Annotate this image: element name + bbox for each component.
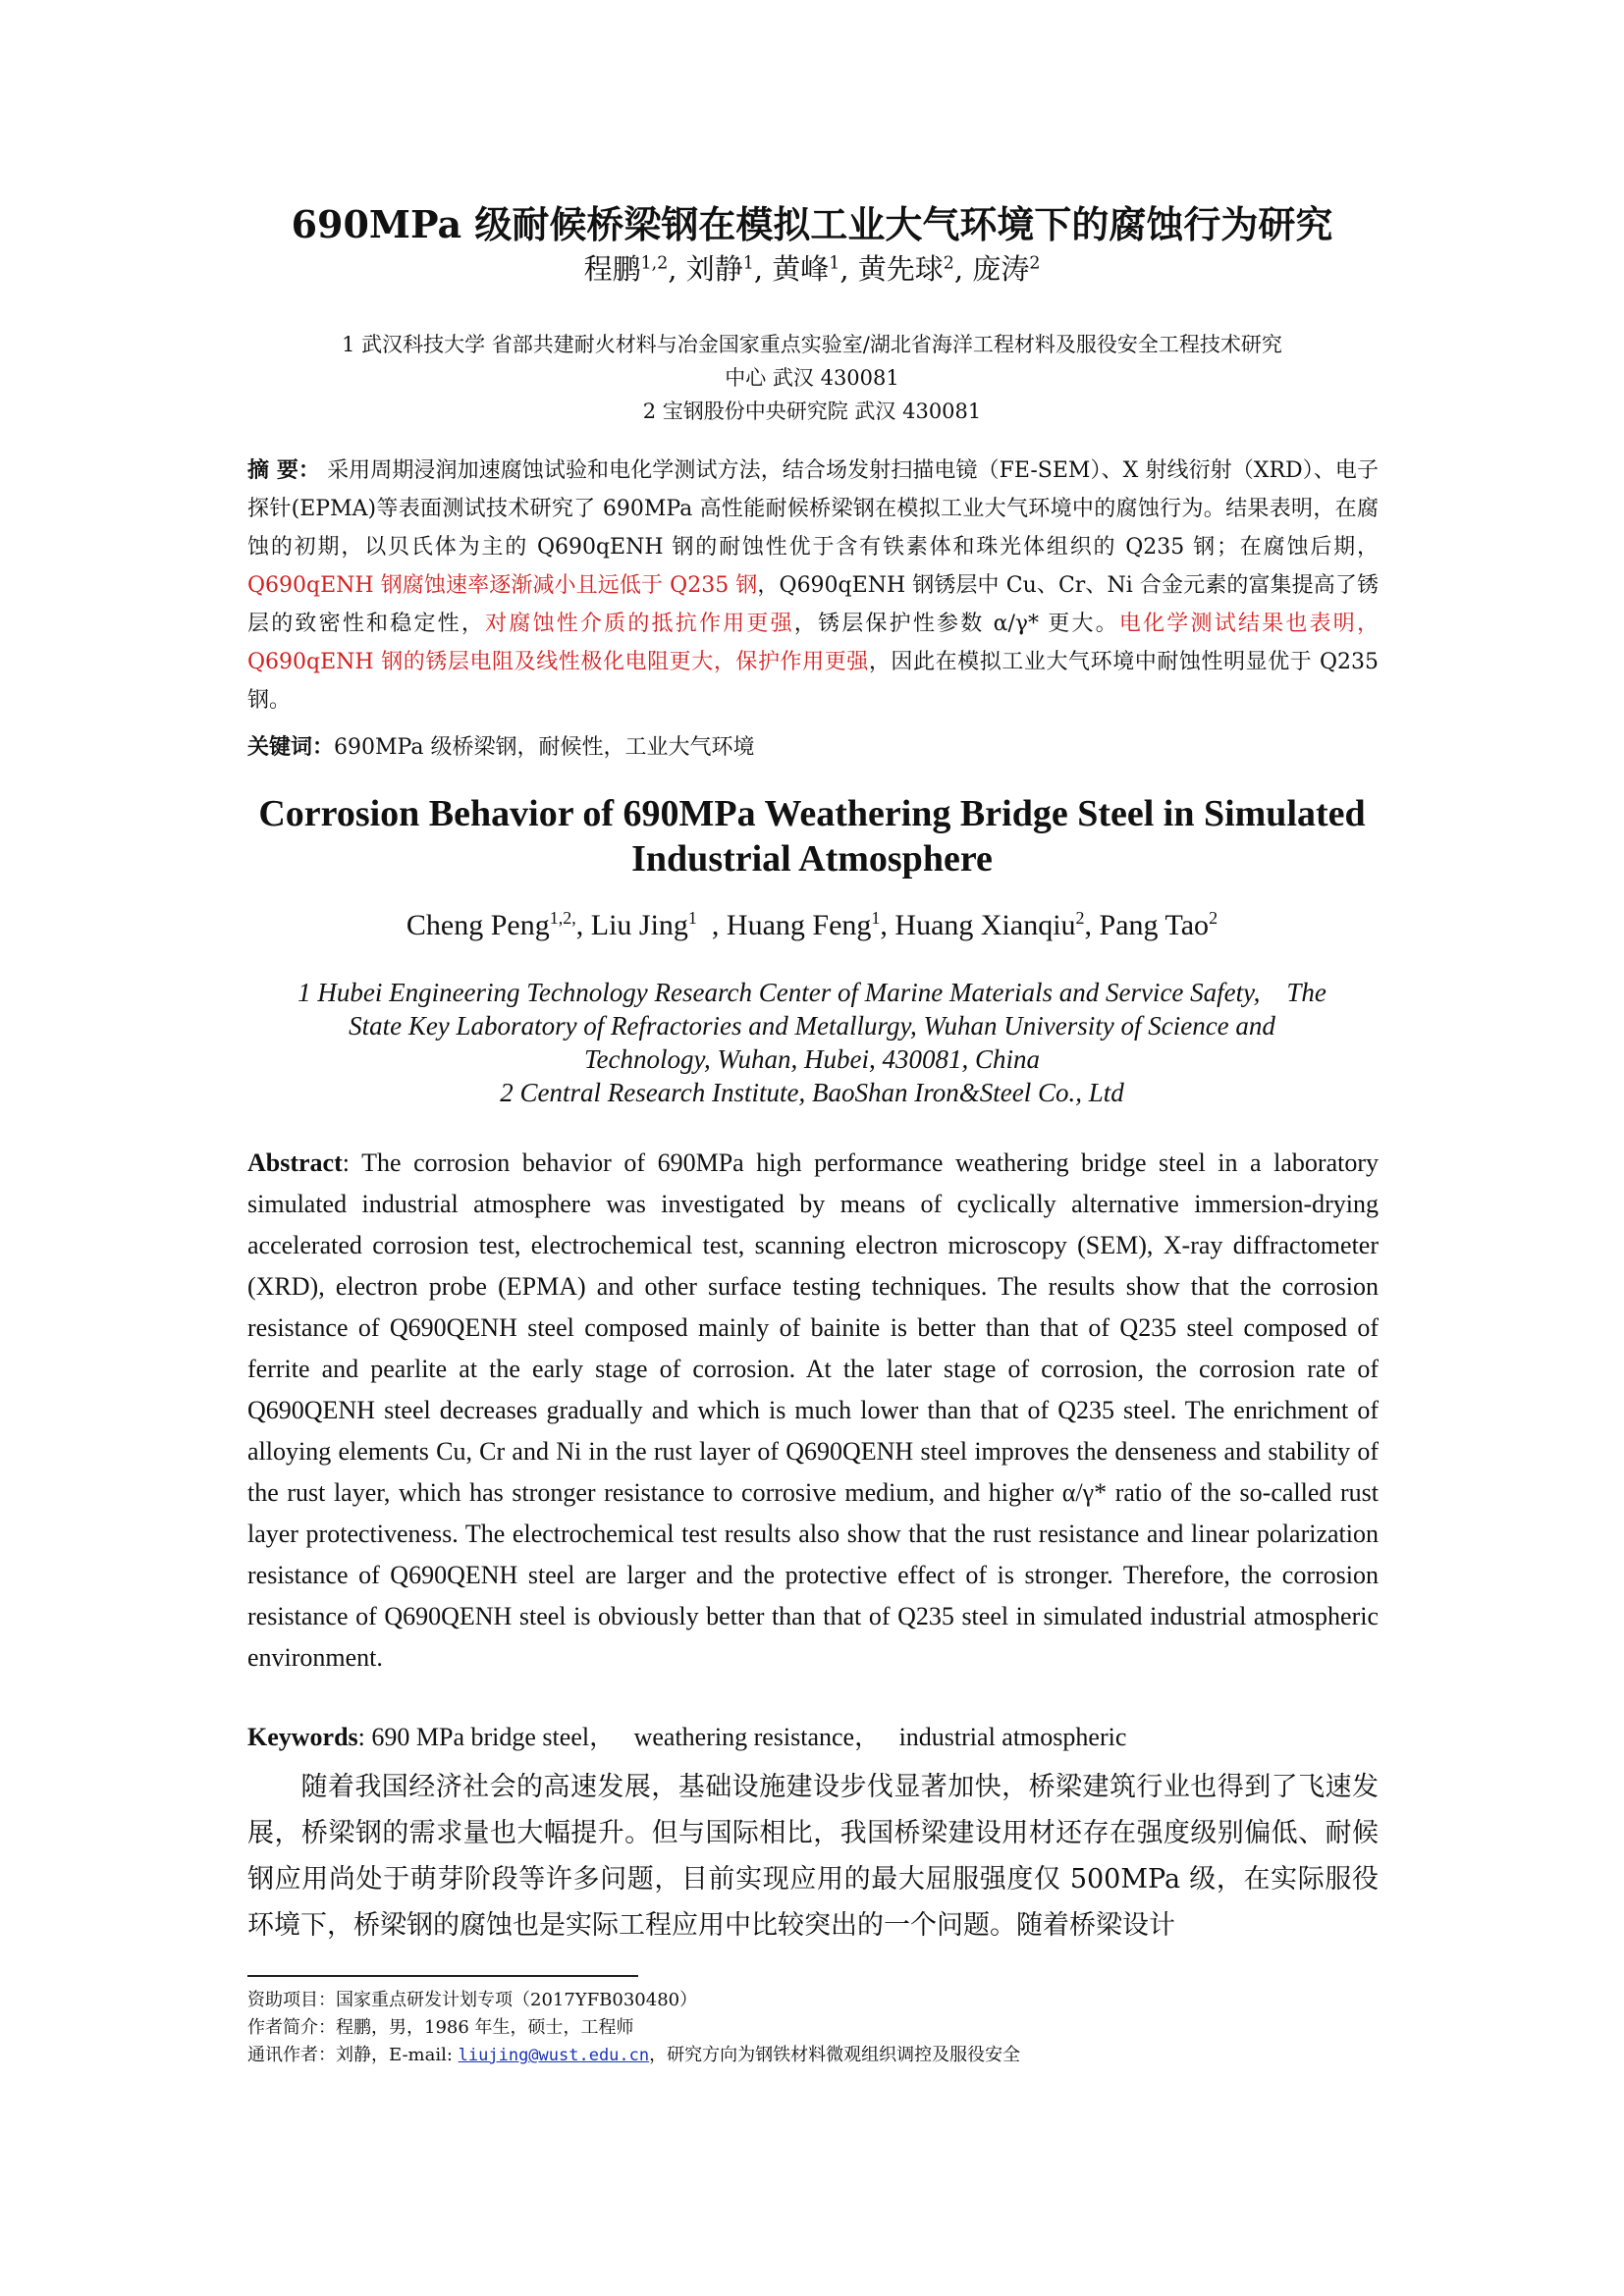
title-line: Industrial Atmosphere [631, 838, 993, 880]
abstract-label: 摘 要： [247, 457, 320, 483]
affiliation-line: 1 武汉科技大学 省部共建耐火材料与冶金国家重点实验室/湖北省海洋工程材料及服役安全工程技术研究 [342, 333, 1282, 356]
chinese-abstract [247, 452, 1379, 720]
author-sup: 2 [943, 253, 954, 274]
author-name: Huang Feng [726, 909, 872, 941]
author-sup: 2 [1209, 908, 1218, 928]
abstract-text: ，因此在模拟工业大气环境中耐蚀性明显优于 Q235 钢。 [247, 650, 1379, 713]
keywords-label: 关键词： [247, 734, 335, 760]
author-sep: , [696, 909, 727, 941]
chinese-authors [147, 247, 1477, 288]
affiliation-line: 1 Hubei Engineering Technology Research Center of Marine Materials and Service Safety, The [298, 978, 1326, 1007]
author-sup: 1,2 [640, 253, 669, 274]
keywords-label: Keywords [247, 1723, 358, 1751]
english-title [196, 791, 1428, 881]
paragraph-text: 随着我国经济社会的高速发展，基础设施建设步伐显著加快，桥梁建筑行业也得到了飞速发展，桥梁钢的需求量也大幅提升。但与国际相比，我国桥梁建设用材还存在强度级别偏低、耐候钢应用尚处于萌芽阶段等许多问题，目前实现应用的最大屈服强度仅 500MPa 级，在实际服役环境下，桥梁钢的腐蚀也是实际工程应用中比较突出的一个问题。随着桥梁设计 [247, 1772, 1379, 1941]
affiliation-line: 中心 武汉 430081 [725, 366, 899, 390]
author-name: Liu Jing [590, 909, 688, 941]
author-name: Pang Tao [1099, 909, 1210, 941]
abstract-text: 采用周期浸润加速腐蚀试验和电化学测试方法，结合场发射扫描电镜（FE-SEM）、X 射线衍射（XRD）、电子探针(EPMA)等表面测试技术研究了 690MPa 高性能耐候桥梁钢在模拟工业大气环境中的腐蚀行为。结果表明，在腐蚀的初期，以贝氏体为主的 Q690qENH 钢的耐蚀性优于含有铁素体和珠光体组织的 Q235 钢；在腐蚀后期， [247, 458, 1379, 560]
email-link[interactable]: liujing@wust.edu.cn [458, 2046, 650, 2065]
english-affiliations [226, 976, 1398, 1109]
english-keywords [247, 1723, 1379, 1752]
author-sep: , [575, 909, 591, 941]
author-sep: , [880, 909, 895, 941]
abstract-highlight: 电化学测试结果也表明，Q690qENH 钢的锈层电阻及线性极化电阻更大，保护作用更强 [247, 612, 1379, 674]
author-name: Cheng Peng [406, 909, 550, 941]
title-line: Corrosion Behavior of 690MPa Weathering Bridge Steel in Simulated [258, 793, 1366, 834]
author-sup: 1 [687, 908, 697, 928]
author-name: 黄峰 [772, 252, 830, 286]
affiliation-line: 2 Central Research Institute, BaoShan Iron&Steel Co., Ltd [500, 1078, 1124, 1107]
abstract-highlight: 对腐蚀性介质的抵抗作用更强 [485, 612, 794, 636]
author-name: 黄先球 [857, 252, 944, 286]
author-sep: , [953, 252, 973, 286]
abstract-text: ，Q690qENH 钢锈层中 Cu、Cr、Ni 合金元素的富集提高了锈层的致密性和稳定性， [247, 573, 1379, 636]
chinese-title: 690MPa 级耐候桥梁钢在模拟工业大气环境下的腐蚀行为研究 [291, 202, 1333, 246]
keywords-text: 690MPa 级桥梁钢，耐候性，工业大气环境 [334, 735, 755, 760]
author-name: 程鹏 [583, 252, 641, 286]
affiliation-line: 2 宝钢股份中央研究院 武汉 430081 [642, 400, 982, 423]
author-sup: 1 [829, 253, 840, 274]
affiliation-line: State Key Laboratory of Refractories and Metallurgy, Wuhan University of Science and [349, 1011, 1275, 1041]
contact-prefix: 通讯作者：刘静，E-mail: [247, 2045, 459, 2065]
footnote-divider [247, 1975, 638, 1977]
author-sup: 2 [1029, 253, 1041, 274]
affiliation-line: Technology, Wuhan, Hubei, 430081, China [584, 1044, 1040, 1074]
author-name: 庞涛 [972, 252, 1030, 286]
abstract-label: Abstract [247, 1148, 343, 1177]
english-authors [196, 909, 1428, 942]
contact-suffix: ，研究方向为钢铁材料微观组织调控及服役安全 [649, 2045, 1021, 2065]
footnote-author-intro: 作者简介：程鹏，男，1986 年生，硕士，工程师 [247, 2017, 634, 2038]
chinese-affiliations [226, 328, 1398, 428]
author-sep: , [668, 252, 686, 286]
author-name: 刘静 [685, 252, 743, 286]
author-name: Huang Xianqiu [894, 909, 1076, 941]
footnote-contact [247, 2042, 1379, 2069]
chinese-keywords [247, 732, 1379, 763]
author-sep: , [839, 252, 858, 286]
abstract-highlight: Q690qENH 钢腐蚀速率逐渐减小且远低于 Q235 钢 [247, 573, 758, 598]
author-sep: , [1084, 909, 1100, 941]
author-sup: 1 [742, 253, 754, 274]
abstract-text: : The corrosion behavior of 690MPa high performance weathering bridge steel in a laboratory simulated industrial atmosphere was investigated by means of cyclically alternative immersion-drying accelerated corrosion test, electrochemical test, scanning electron microscopy (SEM), X-ray diffractometer (XRD), electron probe (EPMA) and other surface testing techniques. The results show that the corrosion resistance of Q690QENH steel composed mainly of bainite is better than that of Q235 steel composed of ferrite and pearlite at the early stage of corrosion. At the later stage of corrosion, the corrosion rate of Q690QENH steel decreases gradually and which is much lower than that of Q235 steel. The enrichment of alloying elements Cu, Cr and Ni in the rust layer of Q690QENH steel improves the denseness and stability of the rust layer, which has stronger resistance to corrosive medium, and higher α/γ* ratio of the so-called rust layer protectiveness. The electrochemical test results also show that the rust resistance and linear polarization resistance of Q690QENH steel are larger and the protective effect of is stronger. Therefore, the corrosion resistance of Q690QENH steel is obviously better than that of Q235 steel in simulated industrial atmospheric environment. [247, 1148, 1379, 1672]
footnote-funding: 资助项目：国家重点研发计划专项（2017YFB030480） [247, 1990, 698, 2010]
keywords-text: : 690 MPa bridge steel， weathering resistance， industrial atmospheric [357, 1723, 1127, 1751]
author-sup: 1 [871, 908, 881, 928]
body-paragraph [247, 1764, 1379, 1949]
author-sep: , [753, 252, 773, 286]
footnotes [247, 1987, 1379, 2069]
author-sup: 2 [1075, 908, 1085, 928]
author-sup: 1,2, [549, 908, 576, 928]
english-abstract [247, 1143, 1379, 1679]
abstract-text: ，锈层保护性参数 α/γ* 更大。 [793, 612, 1119, 636]
